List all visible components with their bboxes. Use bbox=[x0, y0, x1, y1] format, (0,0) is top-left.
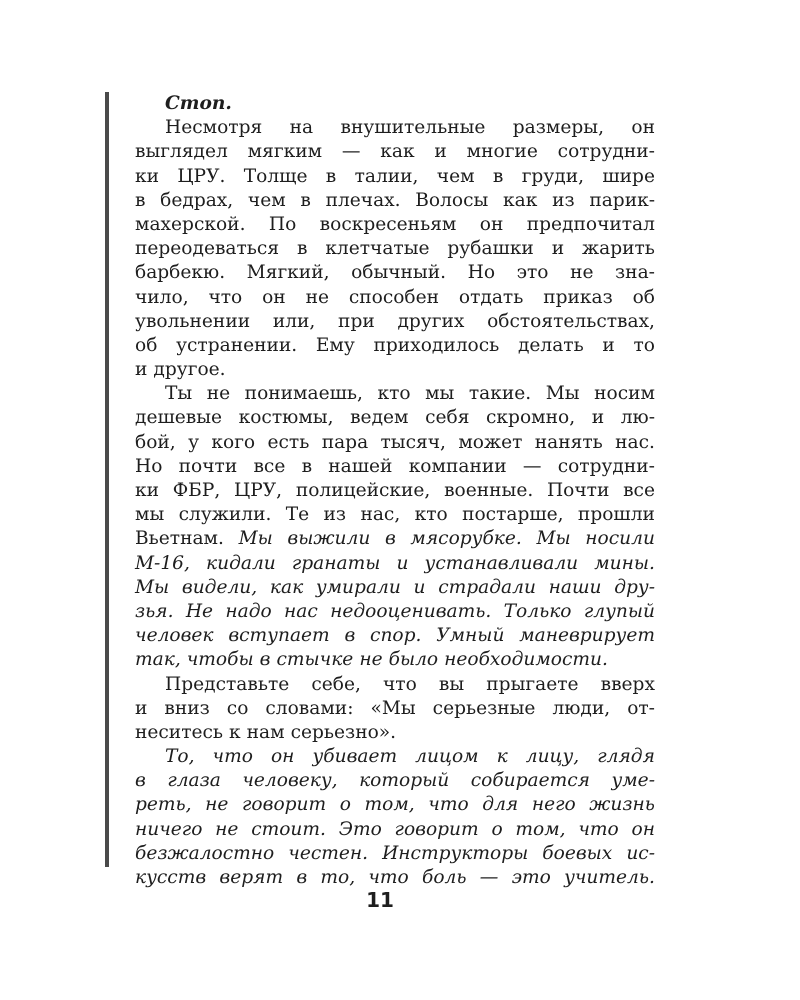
word: вниз bbox=[164, 697, 210, 719]
word: не bbox=[305, 286, 329, 308]
word: По bbox=[268, 213, 297, 235]
word: может bbox=[458, 431, 523, 453]
word: отдать bbox=[458, 286, 524, 308]
text-line bbox=[135, 624, 655, 648]
word: Только bbox=[503, 600, 572, 622]
word: устанавливали bbox=[424, 552, 579, 574]
word: бой, bbox=[135, 431, 176, 453]
word: Толще bbox=[243, 165, 308, 187]
text-line bbox=[135, 479, 655, 503]
word: к bbox=[496, 746, 508, 768]
text-line bbox=[135, 527, 655, 551]
word: скромно, bbox=[486, 407, 576, 429]
word: Ты bbox=[165, 383, 193, 405]
word: стоит. bbox=[251, 818, 326, 840]
word: нашей bbox=[328, 455, 393, 477]
word: себя bbox=[425, 407, 470, 429]
word: устранении. bbox=[176, 334, 298, 356]
word: кто bbox=[377, 383, 411, 405]
word: себе, bbox=[311, 673, 361, 695]
word: военные. bbox=[444, 480, 534, 501]
word: Вьетнам. bbox=[135, 528, 224, 550]
word: в bbox=[492, 165, 504, 187]
word: не bbox=[206, 383, 231, 405]
word: необходимости. bbox=[444, 649, 608, 671]
word: нам bbox=[246, 721, 285, 743]
word: не bbox=[570, 262, 594, 284]
word: приказ bbox=[543, 286, 613, 308]
word: он bbox=[631, 117, 655, 139]
word: и bbox=[551, 238, 565, 260]
word: груди, bbox=[521, 165, 585, 187]
word: Мы bbox=[135, 576, 170, 598]
word: почти bbox=[178, 455, 238, 477]
text-line bbox=[135, 92, 655, 116]
word: в bbox=[296, 238, 308, 260]
text-line bbox=[135, 213, 655, 237]
word: носили bbox=[585, 528, 655, 550]
word: понимаешь, bbox=[244, 383, 363, 405]
word: такие. bbox=[468, 383, 532, 405]
word: безжалостно bbox=[135, 842, 275, 864]
word: в bbox=[325, 165, 337, 187]
word: так, bbox=[135, 649, 181, 671]
text-line bbox=[135, 842, 655, 866]
word: или, bbox=[272, 310, 316, 332]
word: люди, bbox=[552, 697, 611, 719]
word: компании bbox=[408, 455, 507, 477]
word: многие bbox=[466, 141, 538, 163]
word: в bbox=[300, 189, 311, 211]
word: на bbox=[289, 117, 314, 139]
word: чтобы bbox=[186, 649, 254, 671]
text-line bbox=[135, 310, 655, 334]
word: что bbox=[428, 794, 469, 816]
word: других bbox=[397, 310, 465, 332]
word: нас bbox=[284, 600, 318, 622]
word: как bbox=[380, 141, 415, 163]
word: как bbox=[269, 576, 304, 598]
word: в bbox=[344, 625, 356, 647]
text-line bbox=[135, 745, 655, 769]
text-line bbox=[135, 503, 655, 527]
word: уме- bbox=[611, 770, 655, 792]
word: наши bbox=[548, 576, 602, 598]
word: чем bbox=[436, 165, 475, 187]
word: приходилось bbox=[373, 334, 500, 356]
word: дешевые bbox=[135, 407, 223, 429]
word: видели, bbox=[181, 576, 258, 598]
word: он bbox=[262, 286, 286, 308]
word: Умный bbox=[436, 625, 505, 647]
word: что bbox=[208, 286, 243, 308]
word: это bbox=[511, 867, 551, 888]
text-line bbox=[135, 140, 655, 164]
word: вступает bbox=[228, 625, 330, 647]
word: это bbox=[516, 262, 549, 284]
word: не bbox=[205, 794, 229, 816]
word: махерской. bbox=[135, 213, 246, 235]
word: мы bbox=[425, 383, 455, 405]
word: него bbox=[531, 794, 576, 816]
word: плечах. bbox=[325, 189, 401, 211]
word: он bbox=[631, 818, 655, 840]
word: мины. bbox=[594, 552, 655, 574]
word: человек bbox=[135, 625, 214, 647]
word: нанять bbox=[534, 431, 603, 453]
text-line bbox=[135, 406, 655, 430]
word: носим bbox=[594, 383, 655, 405]
text-line bbox=[135, 431, 655, 455]
word: то bbox=[633, 334, 655, 356]
word: том, bbox=[515, 818, 566, 840]
word: ФБР, bbox=[172, 480, 221, 501]
word: убивает bbox=[312, 746, 398, 768]
word: из bbox=[323, 504, 347, 526]
word: Стоп. bbox=[165, 93, 232, 114]
word: что bbox=[383, 673, 417, 695]
word: вы bbox=[438, 673, 465, 695]
word: То, bbox=[165, 746, 195, 768]
word: что bbox=[212, 746, 253, 768]
word: учитель. bbox=[564, 867, 655, 888]
text-line bbox=[135, 648, 655, 672]
word: кто bbox=[414, 504, 448, 526]
word: Те bbox=[285, 504, 310, 526]
word: стычке bbox=[276, 649, 354, 671]
word: выглядел bbox=[135, 141, 228, 163]
word: лицом bbox=[415, 746, 479, 768]
word: жарить bbox=[582, 238, 655, 260]
word: глядя bbox=[597, 746, 655, 768]
word: Мы bbox=[545, 383, 580, 405]
word: верят bbox=[219, 867, 284, 888]
word: — bbox=[522, 455, 542, 477]
word: из bbox=[552, 189, 575, 211]
word: бедрах, bbox=[160, 189, 234, 211]
text-line bbox=[135, 382, 655, 406]
word: делать bbox=[517, 334, 584, 356]
word: Это bbox=[338, 818, 382, 840]
word: в bbox=[135, 189, 146, 211]
word: в bbox=[259, 649, 271, 671]
word: реть, bbox=[135, 794, 192, 816]
word: размеры, bbox=[512, 117, 604, 139]
text-line bbox=[135, 721, 655, 745]
text-line bbox=[135, 673, 655, 697]
word: боль bbox=[422, 867, 467, 888]
word: словами: bbox=[265, 697, 354, 719]
word: мясорубке. bbox=[410, 528, 522, 550]
word: «Мы bbox=[370, 697, 416, 719]
word: он bbox=[479, 213, 504, 235]
word: все bbox=[623, 480, 655, 501]
body-text bbox=[135, 92, 655, 890]
word: умирали bbox=[315, 576, 401, 598]
word: неситесь bbox=[135, 721, 224, 743]
word: служили. bbox=[178, 504, 272, 526]
word: то, bbox=[320, 867, 356, 888]
word: вверх bbox=[600, 673, 655, 695]
word: выжили bbox=[287, 528, 371, 550]
word: от- bbox=[627, 697, 655, 719]
text-line bbox=[135, 697, 655, 721]
word: Но bbox=[467, 262, 496, 284]
word: все bbox=[253, 455, 286, 477]
word: и bbox=[135, 359, 148, 381]
word: говорит bbox=[242, 794, 327, 816]
word: воскресеньям bbox=[319, 213, 457, 235]
word: увольнении bbox=[135, 310, 251, 332]
word: тысяч, bbox=[380, 431, 446, 453]
word: кого bbox=[211, 431, 256, 453]
word: он bbox=[270, 746, 295, 768]
word: серьезные bbox=[432, 697, 536, 719]
page-number: 11 bbox=[366, 888, 394, 912]
word: чило, bbox=[135, 286, 189, 308]
word: об bbox=[632, 286, 655, 308]
word: внушительные bbox=[340, 117, 486, 139]
word: который bbox=[359, 770, 450, 792]
word: — bbox=[341, 141, 361, 163]
word: об bbox=[135, 334, 158, 356]
word: сотрудни- bbox=[557, 141, 655, 163]
word: Мягкий, bbox=[246, 262, 330, 284]
word: кусств bbox=[135, 867, 207, 888]
word: полицейские, bbox=[295, 480, 431, 501]
text-line bbox=[135, 455, 655, 479]
word: серьезно». bbox=[290, 721, 397, 743]
word: о bbox=[491, 818, 503, 840]
word: нас. bbox=[615, 431, 655, 453]
word: том, bbox=[364, 794, 415, 816]
text-line bbox=[135, 793, 655, 817]
word: страдали bbox=[438, 576, 536, 598]
word: что bbox=[368, 867, 409, 888]
word: у bbox=[188, 431, 200, 453]
word: костюмы, bbox=[238, 407, 334, 429]
text-line bbox=[135, 116, 655, 140]
text-line bbox=[135, 358, 655, 382]
word: ки bbox=[135, 480, 160, 501]
word: Но bbox=[135, 455, 163, 477]
word: ис- bbox=[626, 842, 655, 864]
word: глаза bbox=[167, 770, 221, 792]
word: и bbox=[434, 141, 447, 163]
word: к bbox=[229, 721, 241, 743]
word: Мы bbox=[238, 528, 273, 550]
text-line bbox=[135, 600, 655, 624]
text-line bbox=[135, 237, 655, 261]
word: обстоятельствах, bbox=[487, 310, 655, 332]
word: как bbox=[503, 189, 538, 211]
text-line bbox=[135, 261, 655, 285]
word: чем bbox=[247, 189, 286, 211]
word: и bbox=[396, 552, 409, 574]
text-line bbox=[135, 189, 655, 213]
word: предпочитал bbox=[526, 213, 655, 235]
word: — bbox=[479, 867, 499, 888]
word: глупый bbox=[583, 600, 655, 622]
word: прошли bbox=[577, 504, 655, 526]
word: Почти bbox=[546, 480, 610, 501]
word: ки bbox=[135, 165, 160, 187]
word: ЦРУ, bbox=[234, 480, 283, 501]
word: парик- bbox=[589, 189, 655, 211]
word: в bbox=[296, 867, 308, 888]
word: способен bbox=[348, 286, 440, 308]
text-line bbox=[135, 866, 655, 890]
word: ничего bbox=[135, 818, 203, 840]
word: Мы bbox=[536, 528, 571, 550]
word: М-16, bbox=[135, 552, 190, 574]
word: и bbox=[413, 576, 426, 598]
text-line bbox=[135, 576, 655, 600]
margin-rule bbox=[105, 92, 109, 867]
word: нас, bbox=[360, 504, 401, 526]
word: есть bbox=[267, 431, 310, 453]
word: пара bbox=[321, 431, 369, 453]
word: и bbox=[135, 697, 148, 719]
word: прыгаете bbox=[486, 673, 579, 695]
word: при bbox=[338, 310, 375, 332]
word: постарше, bbox=[462, 504, 564, 526]
word: Инструкторы bbox=[382, 842, 529, 864]
word: шире bbox=[602, 165, 655, 187]
word: клетчатые bbox=[325, 238, 430, 260]
word: зна- bbox=[615, 262, 655, 284]
word: Волосы bbox=[415, 189, 489, 211]
word: не bbox=[215, 818, 239, 840]
text-line bbox=[135, 769, 655, 793]
text-line bbox=[135, 334, 655, 358]
word: было bbox=[388, 649, 439, 671]
word: мягким bbox=[247, 141, 323, 163]
word: собирается bbox=[470, 770, 590, 792]
word: другое. bbox=[153, 359, 226, 381]
text-line bbox=[135, 165, 655, 189]
word: для bbox=[482, 794, 519, 816]
word: со bbox=[226, 697, 249, 719]
word: сотрудни- bbox=[557, 455, 655, 477]
word: человеку, bbox=[242, 770, 338, 792]
word: кидали bbox=[206, 552, 276, 574]
text-line bbox=[135, 286, 655, 310]
word: Несмотря bbox=[165, 117, 263, 139]
word: в bbox=[384, 528, 396, 550]
word: обычный. bbox=[351, 262, 447, 284]
word: лицу, bbox=[525, 746, 580, 768]
word: гранаты bbox=[291, 552, 381, 574]
word: Представьте bbox=[165, 673, 290, 695]
word: в bbox=[301, 455, 313, 477]
word: и bbox=[602, 334, 615, 356]
word: дру- bbox=[614, 576, 655, 598]
word: в bbox=[135, 770, 146, 792]
word: Ему bbox=[315, 334, 355, 356]
word: лю- bbox=[620, 407, 655, 429]
word: ЦРУ. bbox=[177, 165, 226, 187]
word: талии, bbox=[354, 165, 419, 187]
word: спор. bbox=[370, 625, 422, 647]
word: боевых bbox=[542, 842, 613, 864]
word: Не bbox=[185, 600, 214, 622]
word: ведем bbox=[350, 407, 409, 429]
word: зья. bbox=[135, 600, 174, 622]
word: что bbox=[578, 818, 619, 840]
text-line bbox=[135, 818, 655, 842]
word: не bbox=[359, 649, 383, 671]
word: надо bbox=[225, 600, 272, 622]
word: переодеваться bbox=[135, 238, 280, 260]
word: рубашки bbox=[447, 238, 534, 260]
text-line bbox=[135, 552, 655, 576]
word: честен. bbox=[288, 842, 369, 864]
word: барбекю. bbox=[135, 262, 226, 284]
word: говорит bbox=[394, 818, 479, 840]
word: и bbox=[591, 407, 605, 429]
word: недооценивать. bbox=[330, 600, 492, 622]
word: о bbox=[339, 794, 351, 816]
word: мы bbox=[135, 504, 165, 526]
word: маневрирует bbox=[519, 625, 655, 647]
word: жизнь bbox=[589, 794, 655, 816]
